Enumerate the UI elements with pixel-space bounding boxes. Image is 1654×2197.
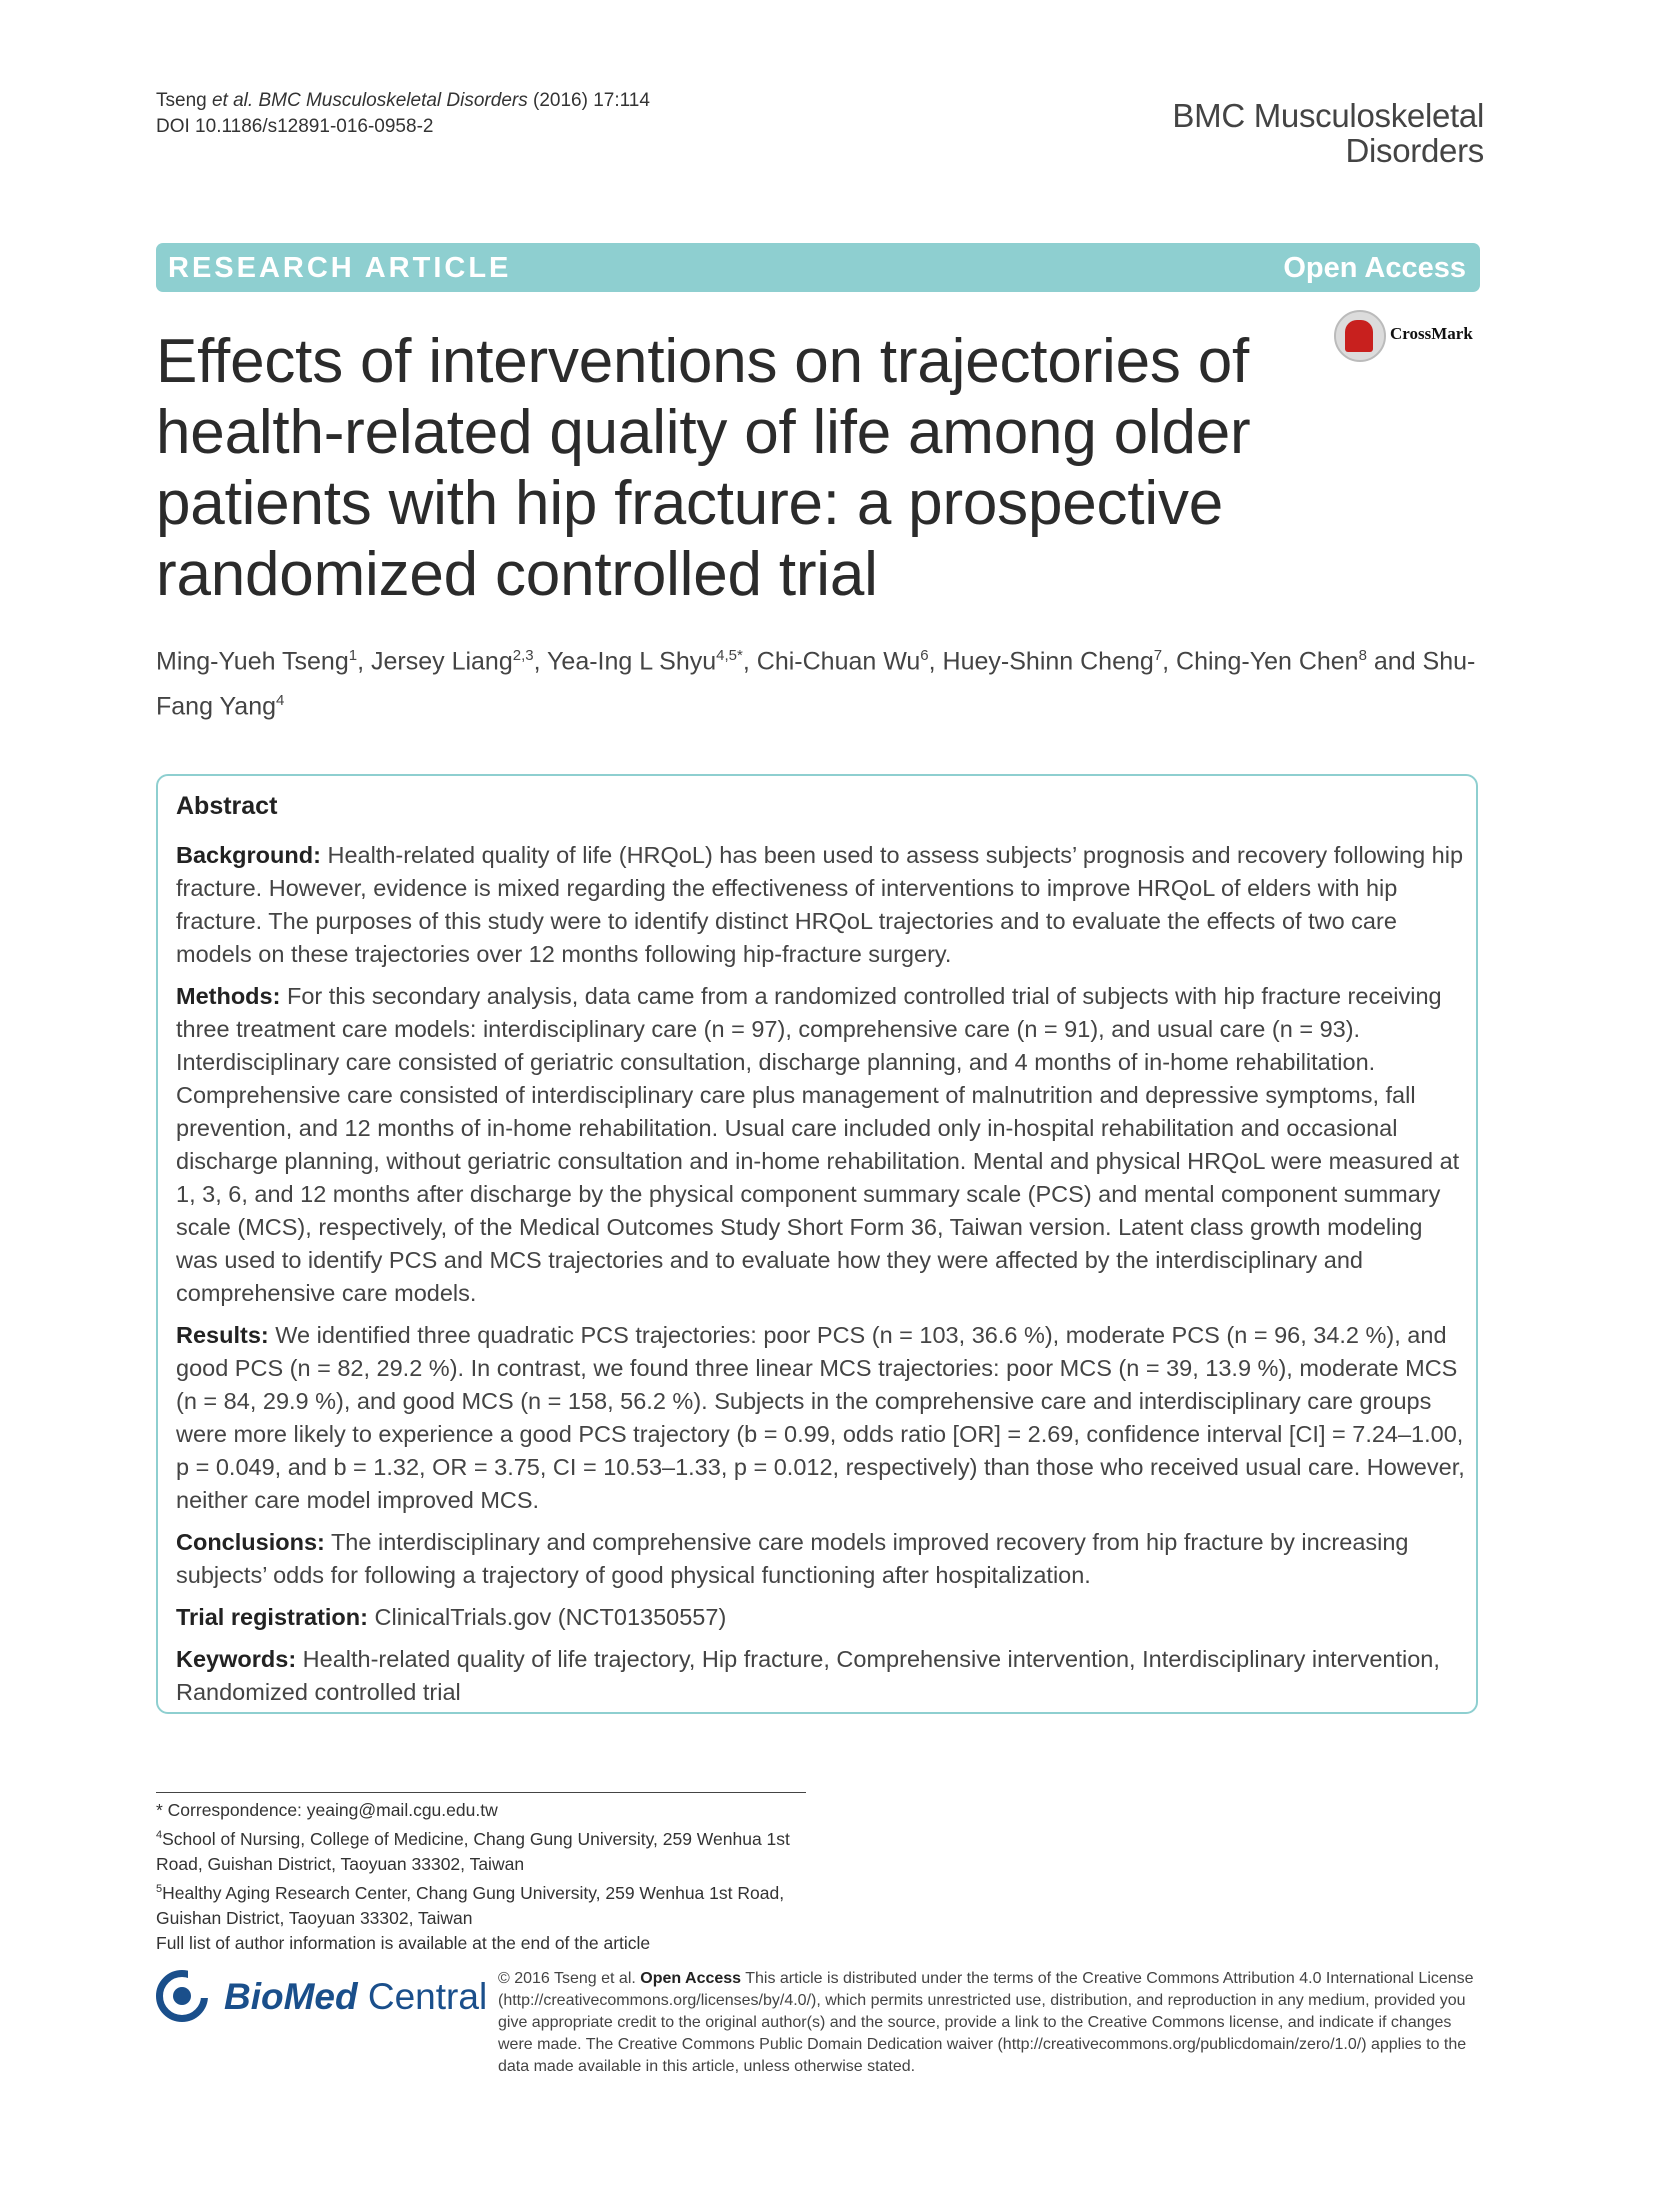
trial-text: ClinicalTrials.gov (NCT01350557) — [367, 1604, 727, 1630]
abstract-results — [176, 1319, 1466, 1517]
biomed-central-ring-gap — [188, 1968, 212, 1998]
conclusions-label: Conclusions: — [176, 1529, 325, 1555]
citation-header — [156, 88, 650, 140]
abstract-trial-registration — [176, 1601, 1466, 1634]
author-affiliation-sup: 4 — [276, 692, 285, 710]
footnotes — [156, 1798, 816, 1956]
author-affiliation-sup: 2,3 — [512, 647, 534, 664]
article-type-label: RESEARCH ARTICLE — [168, 252, 512, 284]
abstract-conclusions — [176, 1526, 1466, 1592]
crossmark-bookmark-shape — [1345, 320, 1373, 352]
article-title: Effects of interventions on trajectories of health-related quality of life among older patients with hip fracture: a prospective randomized controlled trial — [156, 327, 1251, 609]
methods-text: For this secondary analysis, data came from a randomized controlled trial of subjects with hip fracture receiving three treatment care models: interdisciplinary care (n = 97), comprehensive care (n = 91), and usual care (n = 93). Interdisciplinary care consisted of geriatric consultation, discharge planning, and 4 months of in-home rehabilitation. Comprehensive care consisted of interdisciplinary care plus management of malnutrition and depressive symptoms, fall prevention, and 12 months of in-home rehabilitation. Usual care included only in-hospital rehabilitation and occasional discharge planning, without geriatric consultation and in-home rehabilitation. Mental and physical HRQoL were measured at 1, 3, 6, and 12 months after discharge by the physical component summary scale (PCS) and mental component summary scale (MCS), respectively, of the Medical Outcomes Study Short Form 36, Taiwan version. Latent class growth modeling was used to identify PCS and MCS trajectories and to evaluate how they were affected by the interdisciplinary and comprehensive care models. — [176, 983, 1460, 1306]
crossmark-label: CrossMark — [1390, 324, 1473, 343]
author-name[interactable]: Chi-Chuan Wu — [756, 647, 921, 676]
journal-name-line1: BMC Musculoskeletal — [1172, 97, 1484, 134]
author-name[interactable]: Jersey Liang — [370, 647, 513, 676]
author-affiliation-sup: 7 — [1153, 647, 1163, 664]
author-affiliation-sup: 8 — [1358, 647, 1367, 664]
abstract-heading: Abstract — [176, 792, 278, 820]
copyright-prefix: © 2016 Tseng et al. — [498, 1970, 641, 1987]
methods-label: Methods: — [176, 983, 281, 1009]
author-separator: , — [742, 647, 757, 676]
footnote-divider — [156, 1792, 806, 1793]
citation-journal: BMC Musculoskeletal Disorders — [258, 90, 528, 111]
journal-name — [1064, 98, 1484, 168]
results-label: Results: — [176, 1322, 269, 1348]
biomed-wordmark-bold: BioMed — [224, 1976, 358, 2017]
crossmark-badge[interactable] — [1334, 310, 1482, 368]
results-text: We identified three quadratic PCS trajectories: poor PCS (n = 103, 36.6 %), moderate PCS (n = 96, 34.2 %), and good PCS (n = 82, 29.2 %). In contrast, we found three linear MCS trajectories: poor MCS (n = 39, 13.9 %), moderate MCS (n = 84, 29.9 %), and good MCS (n = 158, 56.2 %). Subjects in the comprehensive care and interdisciplinary care groups were more likely to experience a good PCS trajectory (b = 0.99, odds ratio [OR] = 2.69, confidence interval [CI] = 7.24–1.00, p = 0.049, and b = 1.32, OR = 3.75, CI = 10.53–1.33, p = 0.012, respectively) than those who received usual care. However, neither care model improved MCS. — [176, 1322, 1465, 1513]
citation-volume: (2016) 17:114 — [533, 90, 650, 111]
biomed-central-dot-icon — [173, 1987, 191, 2005]
central-wordmark: Central — [357, 1976, 488, 2017]
author-list — [156, 636, 1486, 727]
abstract-keywords — [176, 1643, 1466, 1709]
trial-label: Trial registration: — [176, 1604, 368, 1630]
biomed-central-wordmark — [224, 1976, 487, 2018]
affiliation-5-sup: 5 — [156, 1882, 163, 1895]
affiliation-4-text: School of Nursing, College of Medicine, Chang Gung University, 259 Wenhua 1st Road, Guishan District, Taoyuan 33302, Taiwan — [156, 1828, 790, 1874]
citation-author: Tseng — [156, 90, 212, 111]
article-type-banner — [156, 243, 1480, 292]
keywords-label: Keywords: — [176, 1646, 297, 1672]
abstract-methods — [176, 980, 1466, 1310]
doi-link[interactable]: DOI 10.1186/s12891-016-0958-2 — [156, 116, 434, 137]
conclusions-text: The interdisciplinary and comprehensive care models improved recovery from hip fracture by increasing subjects’ odds for following a trajectory of good physical functioning after hospitalization. — [176, 1529, 1409, 1588]
correspondence-email[interactable]: * Correspondence: yeaing@mail.cgu.edu.tw — [156, 1800, 498, 1820]
affiliation-4 — [156, 1823, 816, 1877]
author-affiliation-sup: 6 — [920, 647, 929, 664]
author-name[interactable]: Huey-Shinn Cheng — [942, 647, 1154, 676]
author-separator: , — [928, 647, 943, 676]
author-separator: and — [1366, 647, 1423, 676]
biomed-central-logo[interactable] — [156, 1970, 486, 2040]
background-text: Health-related quality of life (HRQoL) has been used to assess subjects’ prognosis and recovery following hip fracture. However, evidence is mixed regarding the effectiveness of interventions to improve HRQoL of elders with hip fracture. The purposes of this study were to identify distinct HRQoL trajectories and to evaluate the effects of two care models on these trajectories over 12 months following hip-fracture surgery. — [176, 842, 1464, 967]
author-separator: , — [533, 647, 548, 676]
abstract-content — [176, 790, 1466, 1718]
license-statement — [498, 1968, 1488, 2078]
journal-name-line2: Disorders — [1345, 132, 1484, 169]
crossmark-icon — [1334, 310, 1386, 362]
citation-line — [156, 88, 650, 114]
affiliation-5 — [156, 1877, 816, 1931]
author-name[interactable]: Ming-Yueh Tseng — [156, 647, 349, 676]
author-separator: , — [1162, 647, 1177, 676]
author-affiliation-sup: 1 — [348, 647, 358, 664]
license-open-access: Open Access — [640, 1970, 742, 1987]
abstract-background — [176, 839, 1466, 971]
full-author-info-note: Full list of author information is available at the end of the article — [156, 1932, 651, 1953]
keywords-text: Health-related quality of life trajectory, Hip fracture, Comprehensive intervention, Interdisciplinary intervention, Randomized controlled trial — [176, 1646, 1440, 1705]
author-affiliation-sup: 4,5* — [716, 647, 743, 664]
abstract-box — [156, 774, 1478, 1714]
license-text: This article is distributed under the terms of the Creative Commons Attribution 4.0 International License (http://creativecommons.org/licenses/by/4.0/), which permits unrestricted use, distribution, and reproduction in any medium, provided you give appropriate credit to the original author(s) and the source, provide a link to the Creative Commons license, and indicate if changes were made. The Creative Commons Public Domain Dedication waiver (http://creativecommons.org/publicdomain/zero/1.0/) applies to the data made available in this article, unless otherwise stated. — [498, 1970, 1474, 2075]
author-separator: , — [357, 647, 371, 676]
affiliation-4-sup: 4 — [156, 1829, 163, 1841]
open-access-label: Open Access — [1283, 252, 1466, 284]
author-name[interactable]: Yea-Ing L Shyu — [547, 647, 717, 676]
background-label: Background: — [176, 842, 321, 868]
affiliation-5-text: Healthy Aging Research Center, Chang Gung University, 259 Wenhua 1st Road, Guishan District, Taoyuan 33302, Taiwan — [156, 1882, 785, 1928]
author-name[interactable]: Shu-Fang Yang — [156, 647, 1476, 721]
citation-etal: et al. — [211, 90, 254, 111]
author-name[interactable]: Ching-Yen Chen — [1176, 647, 1359, 676]
